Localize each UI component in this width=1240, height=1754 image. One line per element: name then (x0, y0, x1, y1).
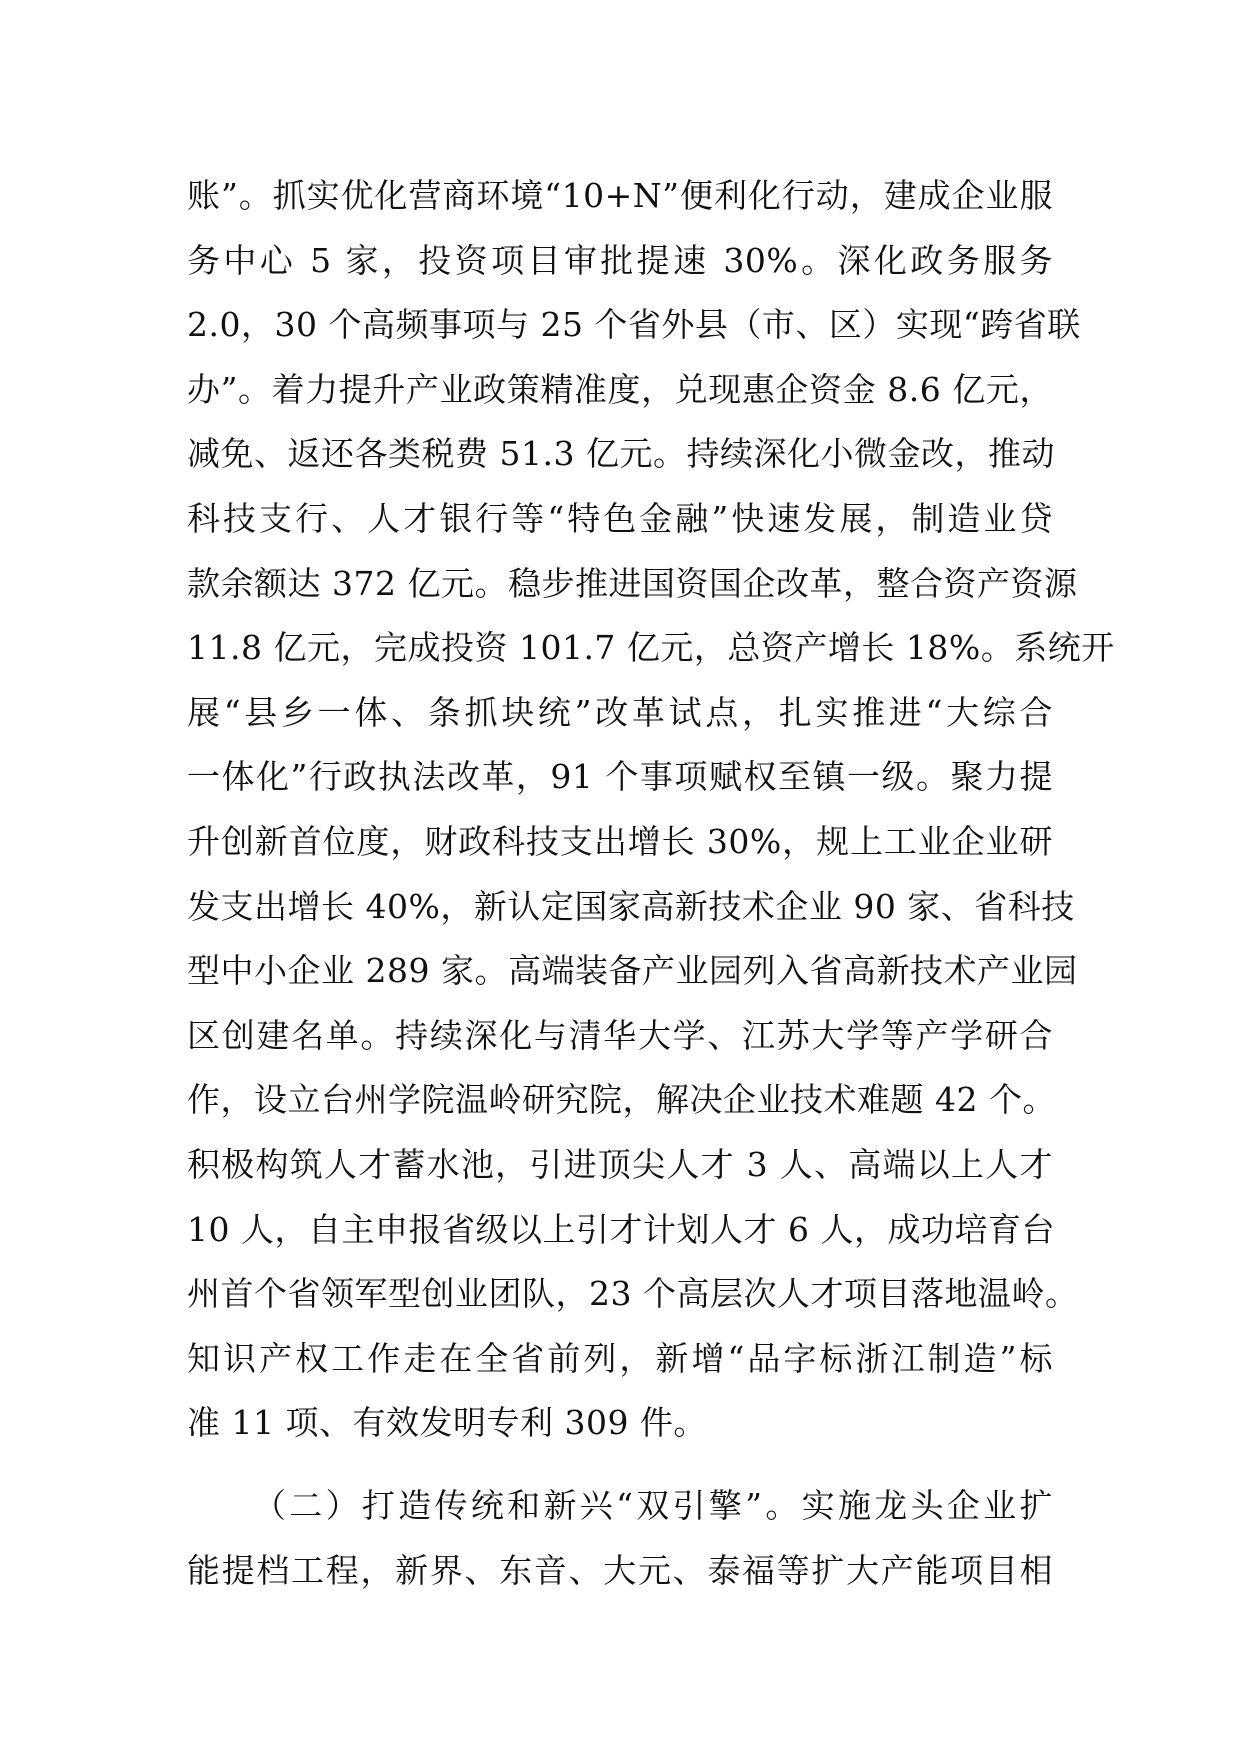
paragraph-1-line-8: 11.8 亿元，完成投资 101.7 亿元，总资产增长 18%。系统开 (187, 628, 1115, 668)
paragraph-1-line-1: 账”。抓实优化营商环境“10+N”便利化行动，建成企业服 (187, 176, 1053, 215)
paragraph-1-line-12: 发支出增长 40%，新认定国家高新技术企业 90 家、省科技 (187, 886, 1075, 926)
paragraph-1-line-20: 准 11 项、有效发明专利 309 件。 (187, 1403, 707, 1443)
paragraph-1-line-2: 务中心 5 家，投资项目审批提速 30%。深化政务服务 (187, 240, 1053, 280)
body-paragraph-1 (187, 164, 1115, 1456)
paragraph-1-line-19: 知识产权工作走在全省前列，新增“品字标浙江制造”标 (187, 1338, 1053, 1378)
paragraph-1-line-9: 展“县乡一体、条抓块统”改革试点，扎实推进“大综合 (187, 692, 1053, 732)
paragraph-1-line-4: 办”。着力提升产业政策精准度，兑现惠企资金 8.6 亿元， (187, 369, 1053, 409)
body-paragraph-2 (187, 1474, 1053, 1603)
paragraph-1-line-14: 区创建名单。持续深化与清华大学、江苏大学等产学研合 (187, 1015, 1053, 1055)
paragraph-1-line-10: 一体化”行政执法改革，91 个事项赋权至镇一级。聚力提 (187, 757, 1053, 797)
paragraph-1-line-11: 升创新首位度，财政科技支出增长 30%，规上工业企业研 (187, 821, 1053, 861)
paragraph-1-line-15: 作，设立台州学院温岭研究院，解决企业技术难题 42 个。 (187, 1080, 1056, 1120)
paragraph-1-line-18: 州首个省领军型创业团队，23 个高层次人才项目落地温岭。 (187, 1274, 1079, 1314)
paragraph-2-line-2: 能提档工程，新界、东音、大元、泰福等扩大产能项目相 (187, 1550, 1053, 1590)
paragraph-1-line-5: 减免、返还各类税费 51.3 亿元。持续深化小微金改，推动 (187, 434, 1055, 474)
paragraph-1-line-13: 型中小企业 289 家。高端装备产业园列入省高新技术产业园 (187, 951, 1078, 991)
paragraph-2-line-1: （二）打造传统和新兴“双引擎”。实施龙头企业扩 (253, 1486, 1053, 1525)
paragraph-1-line-16: 积极构筑人才蓄水池，引进顶尖人才 3 人、高端以上人才 (187, 1144, 1053, 1184)
paragraph-1-line-6: 科技支行、人才银行等“特色金融”快速发展，制造业贷 (187, 498, 1053, 538)
paragraph-1-line-7: 款余额达 372 亿元。稳步推进国资国企改革，整合资产资源 (187, 563, 1078, 603)
paragraph-1-line-17: 10 人，自主申报省级以上引才计划人才 6 人，成功培育台 (187, 1209, 1055, 1249)
paragraph-1-line-3: 2.0，30 个高频事项与 25 个省外县（市、区）实现“跨省联 (187, 305, 1081, 345)
